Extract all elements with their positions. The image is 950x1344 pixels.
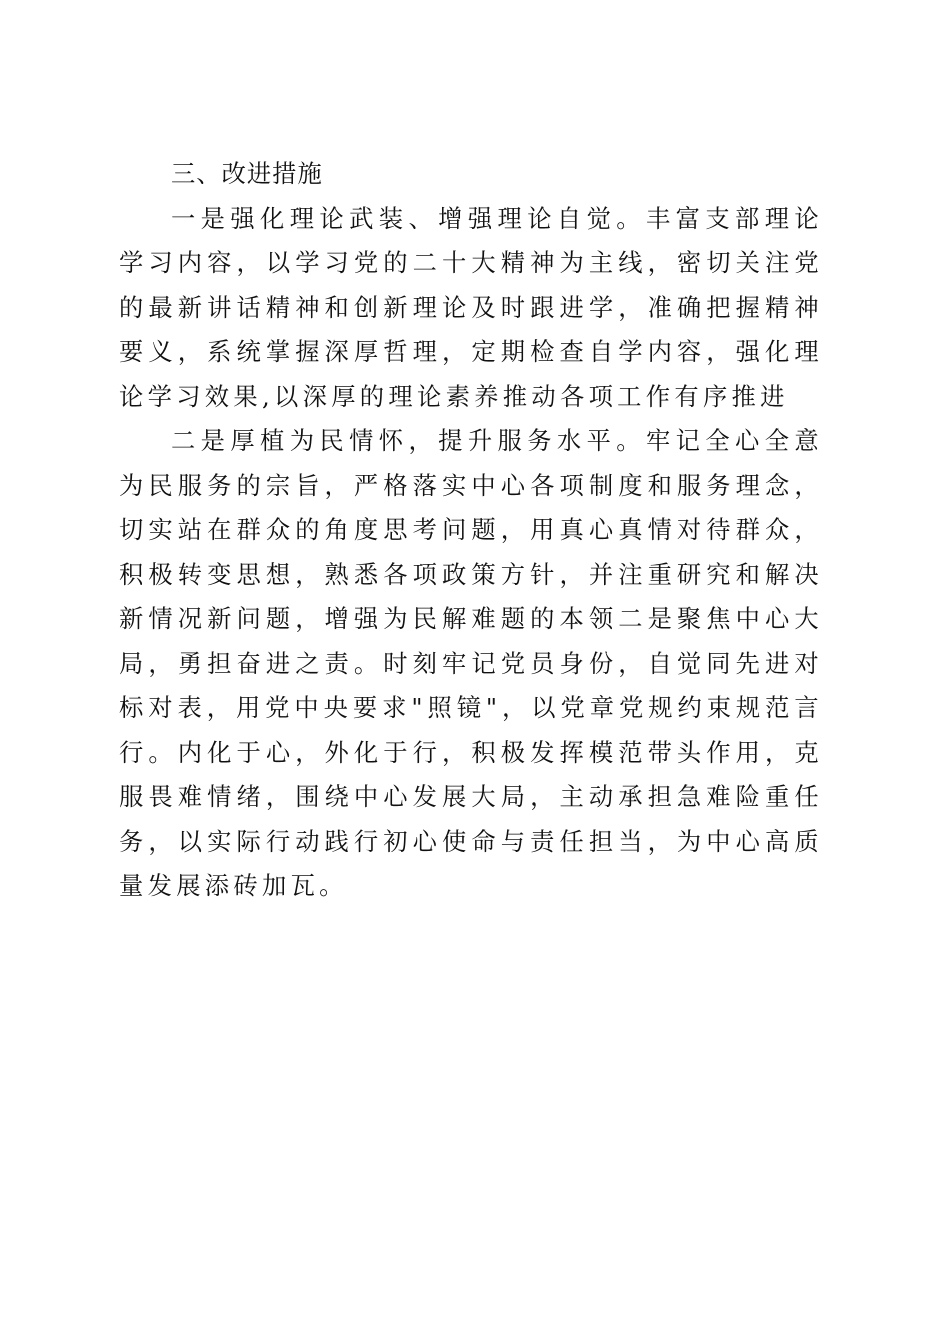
paragraph-public-service: 二是厚植为民情怀，提升服务水平。牢记全心全意为民服务的宗旨，严格落实中心各项制度和服务理念，切实站在群众的角度思考问题，用真心真情对待群众，积极转变思想，熟悉各项政策方针，并注重研究和解决新情况新问题，增强为民解难题的本领二是聚焦中心大局，勇担奋进之责。时刻牢记党员身份，自觉同先进对标对表，用党中央要求"照镜"，以党章党规约束规范言行。内化于心，外化于行，积极发挥模范带头作用，克服畏难情绪，围绕中心发展大局，主动承担急难险重任务，以实际行动践行初心使命与责任担当，为中心高质量发展添砖加瓦。 (119, 426, 823, 900)
section-heading: 三、改进措施 (171, 159, 323, 188)
paragraph-theory-study: 一是强化理论武装、增强理论自觉。丰富支部理论学习内容，以学习党的二十大精神为主线，密切关注党的最新讲话精神和创新理论及时跟进学，准确把握精神要义，系统掌握深厚哲理，定期检查自学内容，强化理论学习效果,以深厚的理论素养推动各项工作有序推进 (119, 203, 823, 411)
document-body (119, 152, 823, 909)
